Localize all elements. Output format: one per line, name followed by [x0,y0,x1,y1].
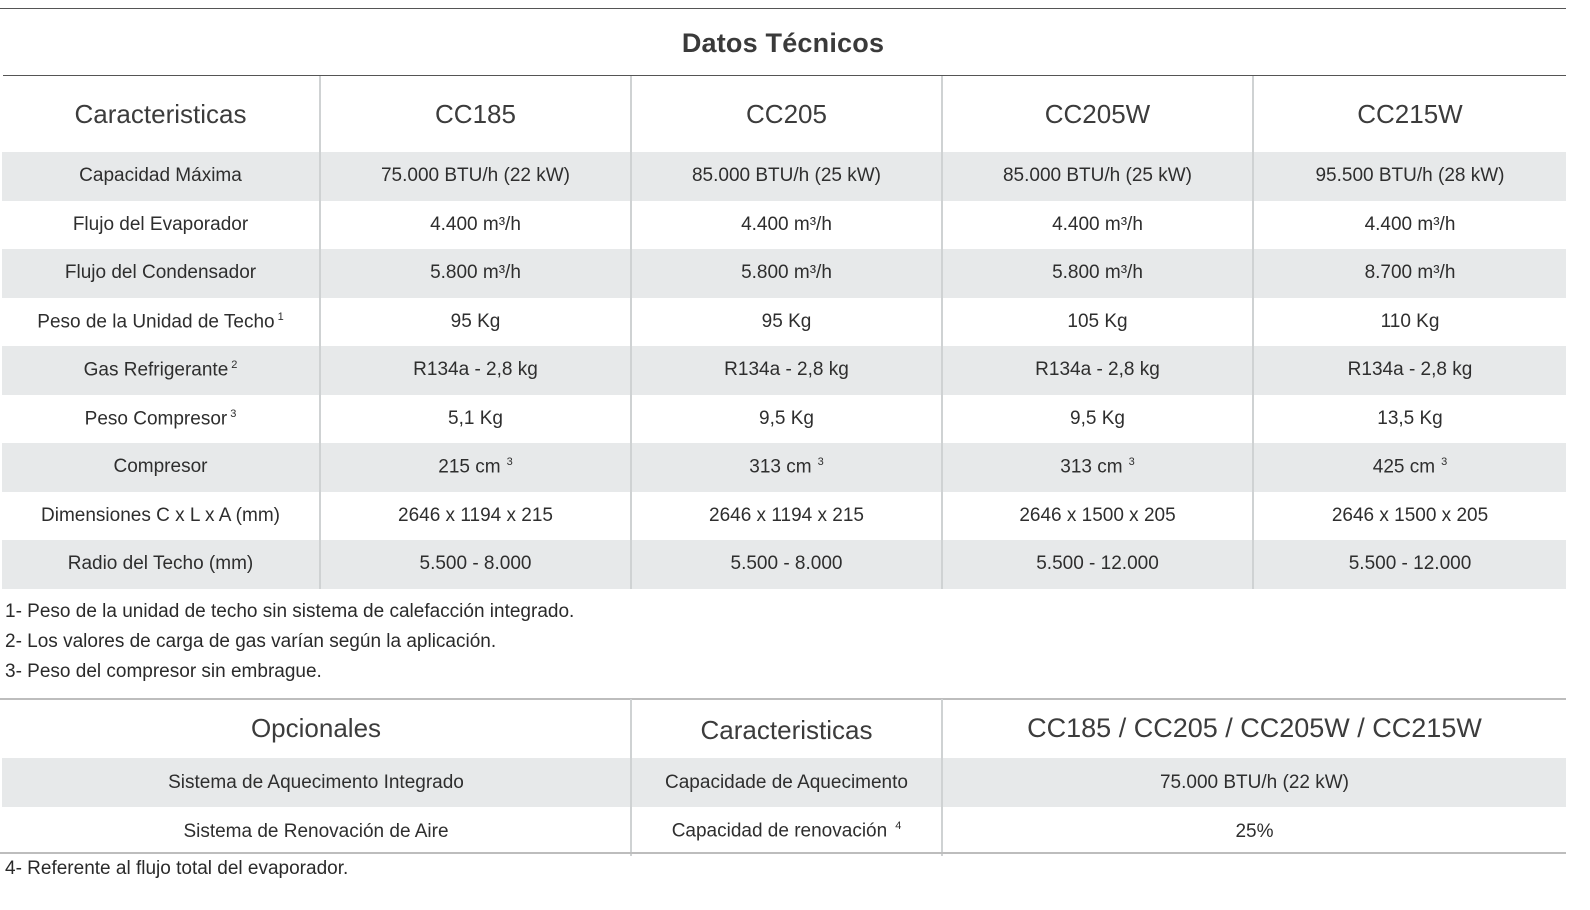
row-label-text: Radio del Techo (mm) [67,553,254,575]
specs-header-cc215w: CC215W [1253,76,1566,152]
table-row [2,395,1566,444]
row-label-text: Capacidad Máxima [79,165,242,187]
row-label-text: Peso de la Unidad de Techo [37,310,275,332]
option-name: Sistema de Aquecimento Integrado [2,758,631,807]
table-cell [320,443,631,492]
option-value: 25% [942,807,1566,856]
row-label [2,395,320,444]
table-row [2,807,1566,856]
footnote-marker: 2 [231,359,238,372]
cell-value: 95.500 BTU/h (28 kW) [1315,165,1505,187]
specs-header-row [2,76,1566,152]
option-feature-text: Capacidade de Aquecimento [665,771,908,793]
cell-value: 425 cm [1372,456,1436,478]
cell-value: 5.800 m³/h [741,262,832,284]
table-cell [631,540,942,589]
row-label [2,346,320,395]
table-cell [942,492,1253,541]
cell-value: 2646 x 1194 x 215 [398,504,553,526]
table-cell [942,201,1253,250]
table-row [2,201,1566,250]
footnote-marker: 3 [230,407,237,420]
unit-superscript: 3 [1441,456,1448,469]
bottom-rule [0,852,1566,854]
cell-value: 313 cm [1060,456,1123,478]
table-row [2,249,1566,298]
page-title: Datos Técnicos [681,28,885,58]
table-cell [1253,201,1566,250]
row-label-text: Compresor [113,456,208,478]
cell-value: 95 Kg [761,310,812,332]
cell-value: R134a - 2,8 kg [413,359,538,381]
cell-value: 95 Kg [450,310,501,332]
cell-value: 2646 x 1194 x 215 [709,504,864,526]
row-label [2,249,320,298]
option-feature-text: Capacidad de renovación [671,820,888,842]
table-cell [942,152,1253,201]
specs-header-cc185: CC185 [320,76,631,152]
options-header-models: CC185 / CC205 / CC205W / CC215W [942,699,1566,758]
table-cell [631,492,942,541]
cell-value: 4.400 m³/h [430,213,521,235]
table-cell [1253,346,1566,395]
table-cell [1253,298,1566,347]
option-feature [631,758,942,807]
table-cell [320,152,631,201]
table-cell [320,201,631,250]
cell-value: 2646 x 1500 x 205 [1331,504,1489,526]
table-cell [320,298,631,347]
footnote-marker: 1 [277,310,284,323]
row-label [2,201,320,250]
table-cell [631,395,942,444]
cell-value: 4.400 m³/h [1052,213,1143,235]
table-cell [1253,152,1566,201]
table-cell [631,201,942,250]
row-label [2,152,320,201]
table-row [2,540,1566,589]
cell-value: 5.800 m³/h [1052,262,1143,284]
specs-header-cc205w: CC205W [942,76,1253,152]
cell-value: R134a - 2,8 kg [1347,359,1473,381]
table-row [2,758,1566,807]
table-cell [942,395,1253,444]
footnote-marker: 4 [895,820,902,833]
cell-value: 5.500 - 12.000 [1036,553,1159,575]
cell-value: R134a - 2,8 kg [724,359,849,381]
cell-value: 313 cm [749,456,812,478]
table-row [2,152,1566,201]
cell-value: 9,5 Kg [1070,407,1125,429]
specs-header-characteristics: Caracteristicas [74,98,247,129]
row-label-text: Peso Compresor [84,407,228,429]
table-cell [942,298,1253,347]
unit-superscript: 3 [1128,456,1135,469]
cell-value: 4.400 m³/h [741,213,832,235]
cell-value: 8.700 m³/h [1364,262,1456,284]
specs-table [2,76,1566,589]
cell-value: 5.500 - 12.000 [1348,553,1472,575]
footnote-2: 2- Los valores de carga de gas varían según la aplicación. [5,631,497,652]
cell-value: 13,5 Kg [1377,407,1443,429]
table-cell [320,346,631,395]
cell-value: 9,5 Kg [759,407,814,429]
row-label [2,298,320,347]
footnote-3: 3- Peso del compresor sin embrague. [5,661,322,682]
table-cell [1253,443,1566,492]
row-label-text: Dimensiones C x L x A (mm) [41,504,280,526]
table-cell [1253,395,1566,444]
row-label-text: Flujo del Condensador [64,262,257,284]
option-value: 75.000 BTU/h (22 kW) [942,758,1566,807]
cell-value: 5.500 - 8.000 [730,553,843,575]
unit-superscript: 3 [506,456,513,469]
top-rule [0,8,1566,9]
table-row [2,298,1566,347]
footnote-4: 4- Referente al flujo total del evaporador. [5,858,349,879]
cell-value: 110 Kg [1380,310,1440,332]
row-label-text: Gas Refrigerante [83,359,229,381]
row-label [2,540,320,589]
table-cell [631,249,942,298]
unit-superscript: 3 [817,456,824,469]
row-label [2,443,320,492]
row-label-text: Flujo del Evaporador [72,213,249,235]
cell-value: 75.000 BTU/h (22 kW) [380,165,571,187]
cell-value: 5,1 Kg [448,407,503,429]
row-label [2,492,320,541]
options-header-row [2,699,1566,758]
cell-value: 5.500 - 8.000 [419,553,532,575]
options-header-characteristics: Caracteristicas [631,699,942,758]
cell-value: 5.800 m³/h [430,262,521,284]
table-cell [631,298,942,347]
table-row [2,443,1566,492]
table-cell [942,540,1253,589]
cell-value: 4.400 m³/h [1364,213,1456,235]
table-row [2,346,1566,395]
cell-value: 2646 x 1500 x 205 [1019,504,1176,526]
table-cell [942,346,1253,395]
table-cell [942,443,1253,492]
cell-value: 215 cm [438,456,501,478]
table-cell [942,249,1253,298]
option-feature [631,807,942,856]
cell-value: 85.000 BTU/h (25 kW) [691,165,882,187]
table-cell [1253,492,1566,541]
table-row [2,492,1566,541]
specs-header-cc205: CC205 [631,76,942,152]
options-header-optionals: Opcionales [250,713,382,743]
cell-value: 85.000 BTU/h (25 kW) [1002,165,1193,187]
footnotes [5,597,574,687]
option-name: Sistema de Renovación de Aire [183,820,449,842]
table-cell [631,346,942,395]
table-cell [320,249,631,298]
cell-value: R134a - 2,8 kg [1035,359,1160,381]
options-table [2,699,1566,856]
table-cell [320,540,631,589]
table-cell [1253,540,1566,589]
cell-value: 105 Kg [1067,310,1128,332]
footnote-1: 1- Peso de la unidad de techo sin sistema de calefacción integrado. [5,601,575,622]
table-cell [631,443,942,492]
table-cell [320,492,631,541]
table-cell [631,152,942,201]
table-cell [320,395,631,444]
table-cell [1253,249,1566,298]
